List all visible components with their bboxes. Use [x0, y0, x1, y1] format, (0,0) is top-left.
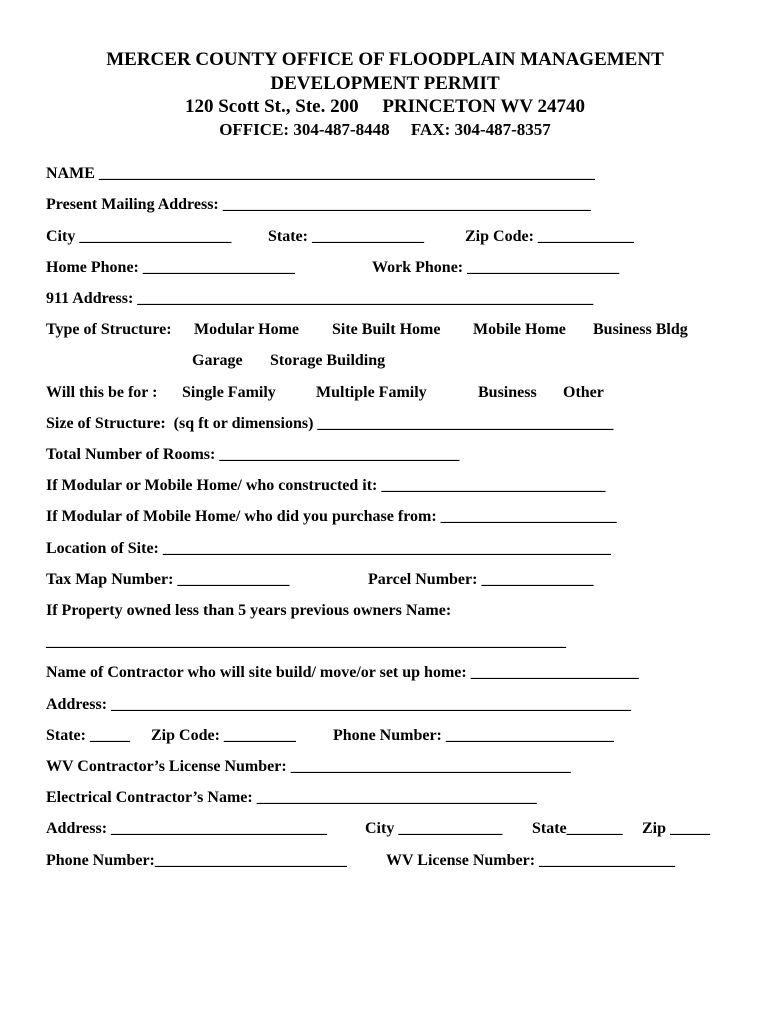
previous-owners-field[interactable]: _________________________________________________________________ — [46, 633, 566, 650]
home-phone-field[interactable]: Home Phone: ___________________ — [46, 259, 295, 276]
site-location-field[interactable]: Location of Site: ________________________________________________________ — [46, 540, 611, 557]
state-field[interactable]: State: ______________ — [268, 228, 424, 245]
use-option-business[interactable]: Business — [478, 384, 537, 401]
mailing-address-field[interactable]: Present Mailing Address: ______________________________________________ — [46, 196, 591, 213]
zip-field[interactable]: Zip Code: ____________ — [465, 228, 634, 245]
previous-owners-label: If Property owned less than 5 years previous owners Name: — [46, 602, 452, 619]
work-phone-field[interactable]: Work Phone: ___________________ — [372, 259, 620, 276]
electrical-address-field[interactable]: Address: ___________________________ — [46, 820, 328, 837]
electrical-license-field[interactable]: WV License Number: _________________ — [386, 852, 676, 869]
name-field[interactable]: NAME ______________________________________________________________ — [46, 165, 595, 182]
electrical-contractor-field[interactable]: Electrical Contractor’s Name: ___________________________________ — [46, 789, 537, 806]
structure-option-business[interactable]: Business Bldg — [593, 321, 688, 338]
electrical-zip-field[interactable]: Zip _____ — [642, 820, 711, 837]
structure-option-modular[interactable]: Modular Home — [194, 321, 300, 338]
contractor-name-field[interactable]: Name of Contractor who will site build/ move/or set up home: _____________________ — [46, 664, 639, 681]
structure-option-site-built[interactable]: Site Built Home — [332, 321, 441, 338]
structure-option-storage[interactable]: Storage Building — [270, 352, 386, 369]
office-title: MERCER COUNTY OFFICE OF FLOODPLAIN MANAGEMENT — [106, 49, 664, 70]
permit-title: DEVELOPMENT PERMIT — [270, 73, 500, 94]
electrical-state-field[interactable]: State_______ — [532, 820, 623, 837]
office-contact: OFFICE: 304-487-8448 FAX: 304-487-8357 — [219, 120, 551, 139]
city-field[interactable]: City ___________________ — [46, 228, 232, 245]
electrical-city-field[interactable]: City _____________ — [365, 820, 503, 837]
structure-size-field[interactable]: Size of Structure: (sq ft or dimensions) _____________________________________ — [46, 415, 614, 432]
structure-type-label: Type of Structure: — [46, 321, 172, 338]
office-address: 120 Scott St., Ste. 200 PRINCETON WV 24740 — [184, 96, 586, 117]
contractor-zip-field[interactable]: Zip Code: _________ — [151, 727, 296, 744]
constructor-field[interactable]: If Modular or Mobile Home/ who constructed it: ____________________________ — [46, 477, 606, 494]
use-option-single-family[interactable]: Single Family — [182, 384, 276, 401]
contractor-state-field[interactable]: State: _____ — [46, 727, 130, 744]
total-rooms-field[interactable]: Total Number of Rooms: ______________________________ — [46, 446, 460, 463]
use-label: Will this be for : — [46, 384, 158, 401]
wv-license-field[interactable]: WV Contractor’s License Number: ___________________________________ — [46, 758, 571, 775]
structure-option-garage[interactable]: Garage — [192, 352, 243, 369]
tax-map-field[interactable]: Tax Map Number: ______________ — [46, 571, 290, 588]
purchased-from-field[interactable]: If Modular of Mobile Home/ who did you purchase from: ______________________ — [46, 508, 617, 525]
electrical-phone-field[interactable]: Phone Number:________________________ — [46, 852, 347, 869]
use-option-multiple-family[interactable]: Multiple Family — [316, 384, 427, 401]
contractor-address-field[interactable]: Address: _________________________________________________________________ — [46, 696, 632, 713]
contractor-phone-field[interactable]: Phone Number: _____________________ — [333, 727, 614, 744]
structure-option-mobile[interactable]: Mobile Home — [473, 321, 566, 338]
parcel-number-field[interactable]: Parcel Number: ______________ — [368, 571, 594, 588]
use-option-other[interactable]: Other — [563, 384, 604, 401]
address-911-field[interactable]: 911 Address: _________________________________________________________ — [46, 290, 594, 307]
